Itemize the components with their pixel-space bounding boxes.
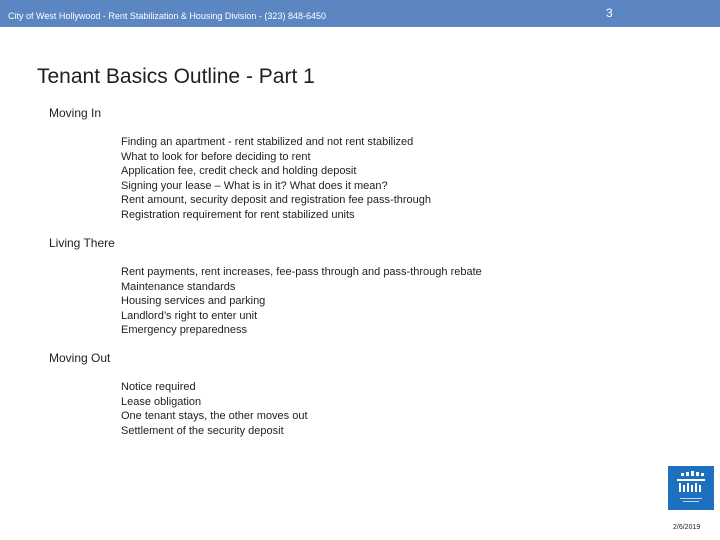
list-item: Maintenance standards [121,280,236,293]
list-item: Emergency preparedness [121,324,247,336]
page-number: 3 [606,6,613,20]
list-item: Notice required [121,381,196,393]
slide-title: Tenant Basics Outline - Part 1 [37,65,315,88]
living-there-list [121,265,482,338]
list-item: Signing your lease – What is in it? What does it mean? [121,179,388,192]
section-heading-living-there: Living There [49,236,115,250]
header-text: City of West Hollywood - Rent Stabilization & Housing Division - (323) 848-6450 [8,11,326,21]
list-item: What to look for before deciding to rent [121,150,311,163]
list-item: Finding an apartment - rent stabilized and not rent stabilized [121,136,414,148]
list-item: Landlord’s right to enter unit [121,309,258,322]
header-bar [0,0,720,27]
section-heading-moving-out: Moving Out [49,351,111,365]
list-item: Rent amount, security deposit and registration fee pass-through [121,194,432,206]
list-item: Application fee, credit check and holding deposit [121,165,357,177]
list-item: Housing services and parking [121,295,266,307]
city-logo-graphic [668,466,714,510]
section-heading-moving-in: Moving In [49,106,102,120]
moving-out-list [121,380,308,438]
list-item: Lease obligation [121,395,202,408]
date-stamp: 2/6/2019 [673,524,701,531]
list-item: One tenant stays, the other moves out [121,410,308,422]
list-item: Registration requirement for rent stabilized units [121,208,355,221]
list-item: Rent payments, rent increases, fee-pass through and pass-through rebate [121,266,482,278]
list-item: Settlement of the security deposit [121,424,284,437]
city-logo-icon [668,466,714,510]
moving-in-list [121,135,431,222]
